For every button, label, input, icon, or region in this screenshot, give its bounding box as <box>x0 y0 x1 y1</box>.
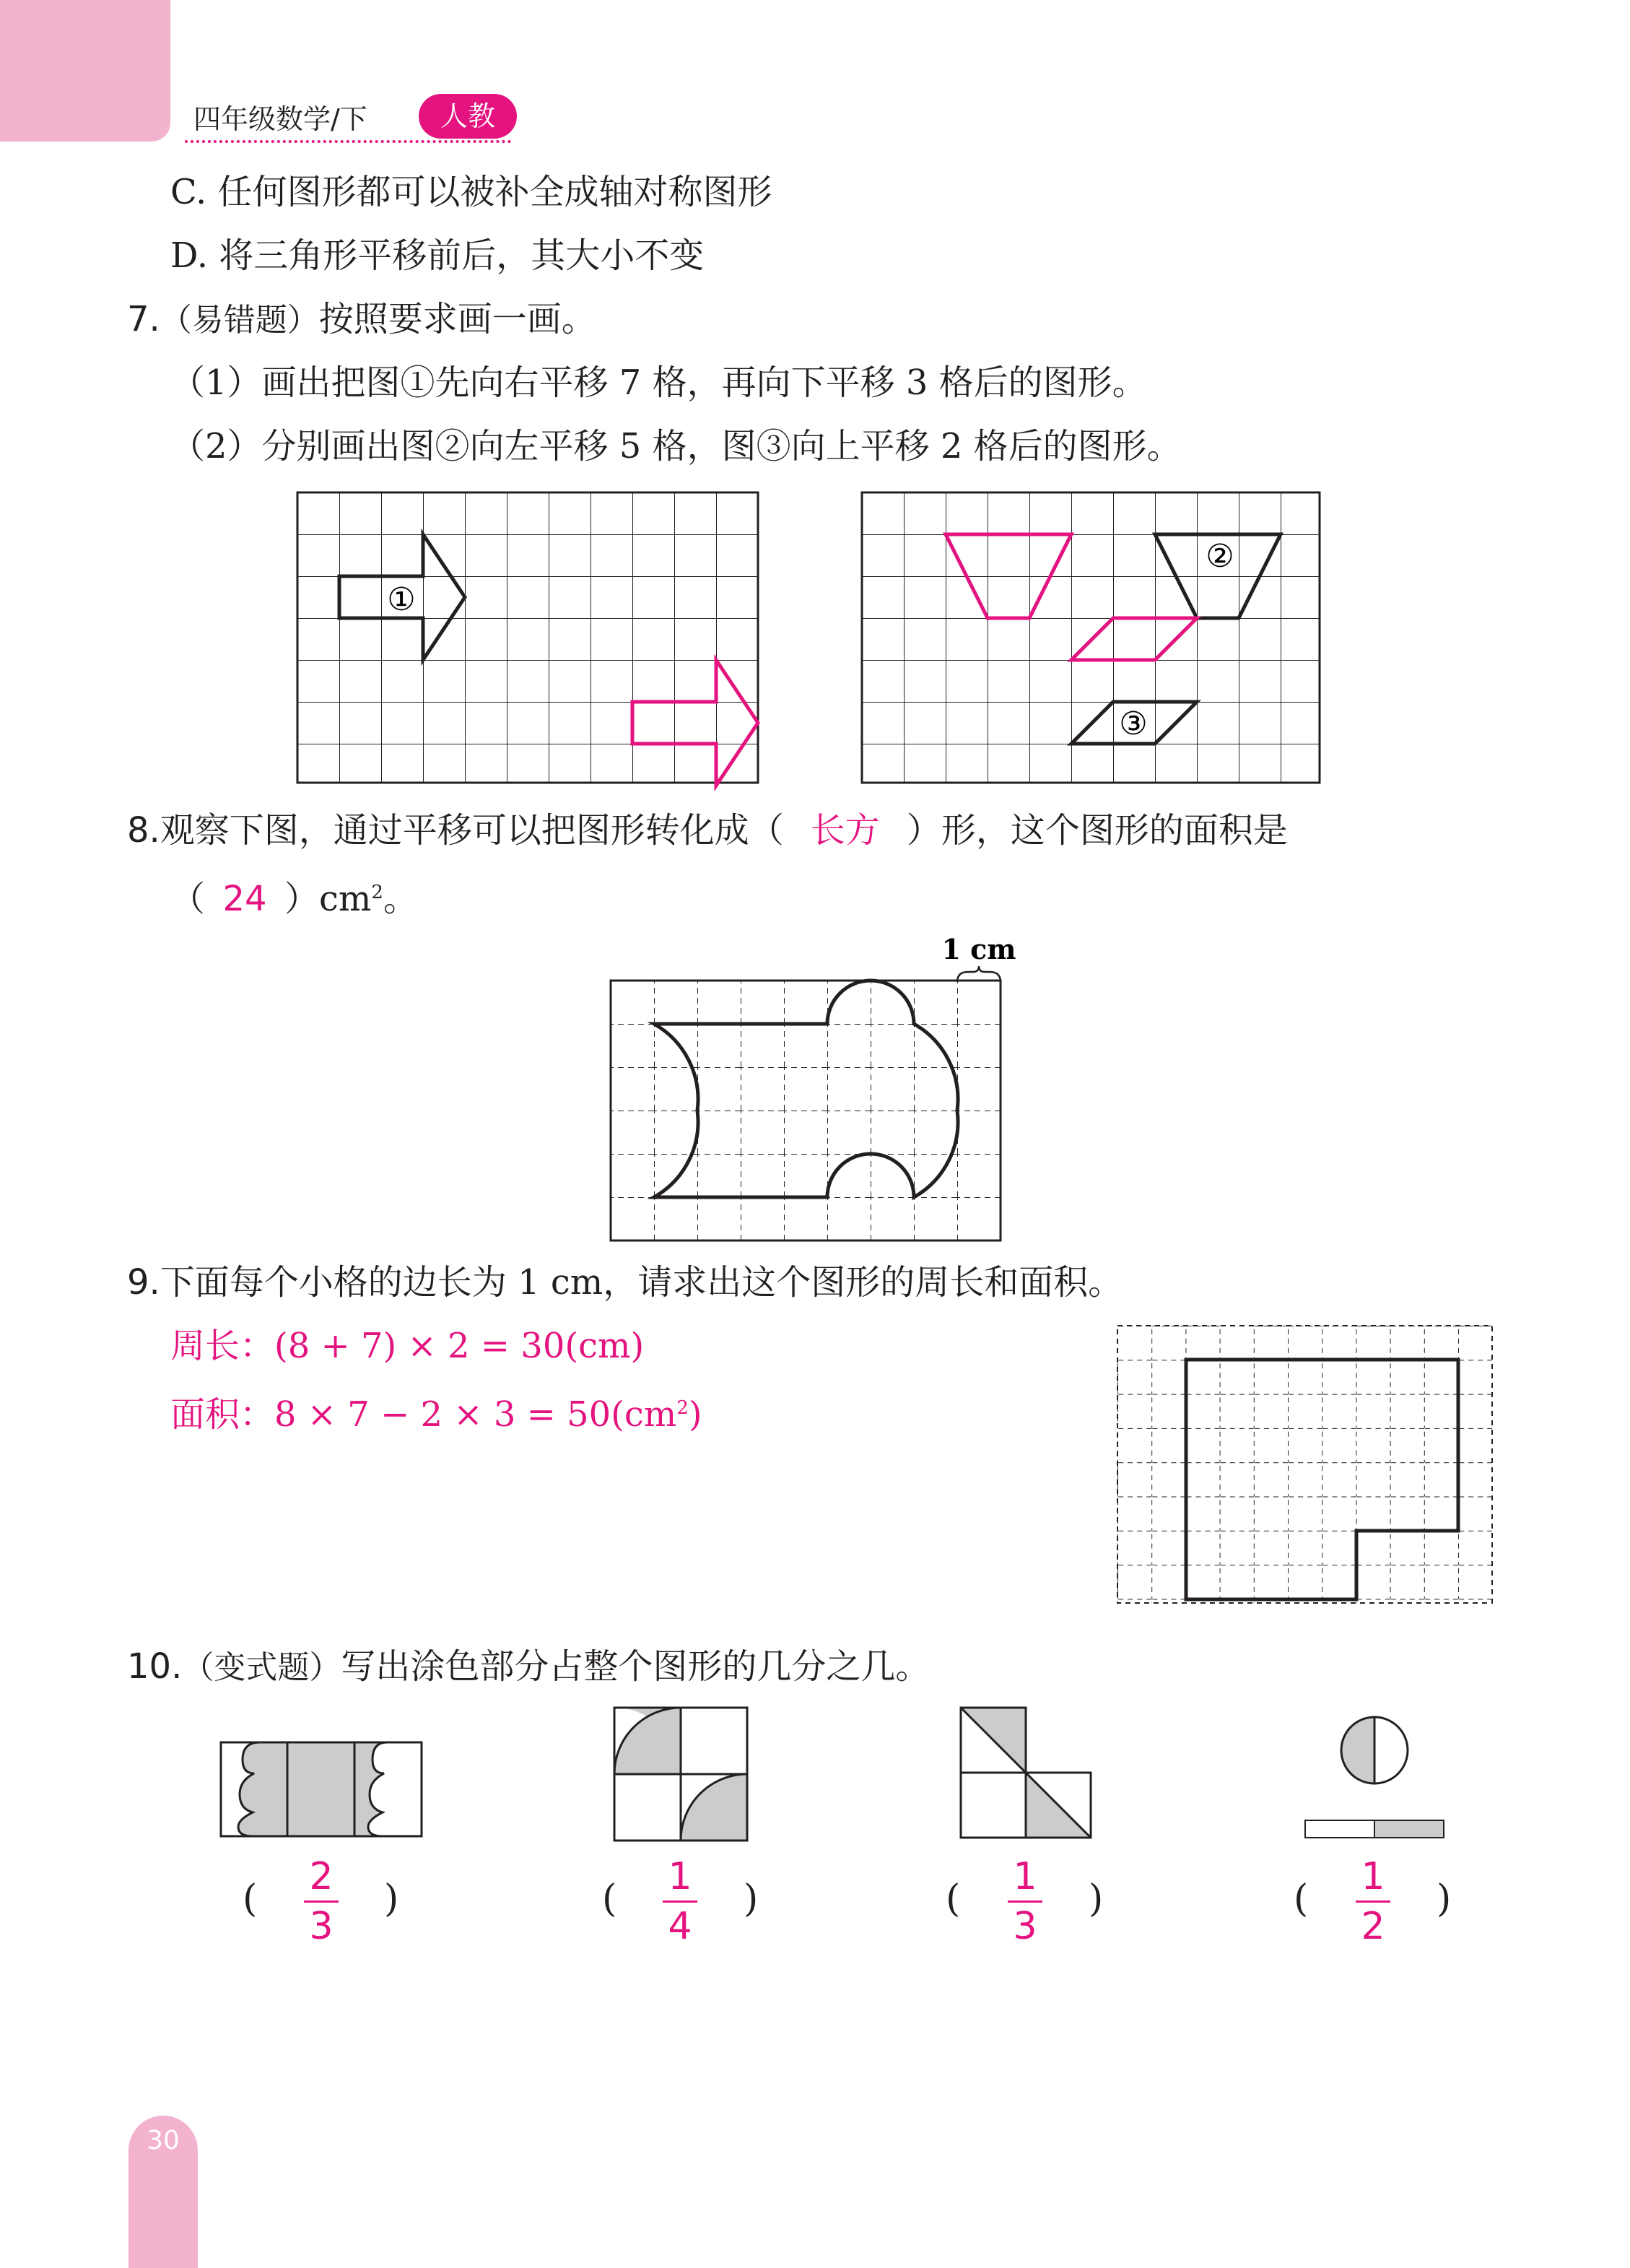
q10-a1-numerator: 2 <box>309 1855 334 1898</box>
q9-area-sup: 2 <box>676 1397 689 1419</box>
q10-text: 写出涂色部分占整个图形的几分之几。 <box>341 1646 931 1687</box>
q8-open-paren: （ <box>170 879 206 919</box>
q10-answer-3 <box>1003 1854 1047 1949</box>
q10-answer-1 <box>300 1854 343 1949</box>
q10-number: 10. <box>127 1646 183 1687</box>
q9-area-main: 面积：8 × 7 − 2 × 3 = 50(cm <box>170 1394 677 1435</box>
q8-scale-label: 1 cm <box>941 933 1016 965</box>
q7-label-2: ② <box>1206 538 1234 575</box>
q9-text: 下面每个小格的边长为 1 cm，请求出这个图形的周长和面积。 <box>160 1262 1123 1303</box>
q10-a2-close: ) <box>744 1877 759 1921</box>
q8-answer-area: 24 <box>222 879 267 919</box>
q7-sub2: （2）分别画出图②向左平移 5 格，图③向上平移 2 格后的图形。 <box>170 426 1182 466</box>
q10-a3-fraction-bar <box>1008 1900 1042 1903</box>
q9-area-end: ) <box>688 1394 702 1435</box>
q10-tag: （变式题） <box>182 1649 341 1686</box>
q7-label-1: ① <box>387 581 416 618</box>
q10-answer-4 <box>1351 1854 1395 1949</box>
q10-a2-fraction-bar <box>663 1900 697 1903</box>
q10-a3-open: ( <box>946 1877 961 1921</box>
q7-sub1: （1）画出把图①先向右平移 7 格，再向下平移 3 格后的图形。 <box>170 362 1147 403</box>
q9-number: 9. <box>127 1262 160 1303</box>
q10-a4-denominator: 2 <box>1361 1905 1385 1948</box>
q10-a1-fraction-bar <box>304 1900 339 1903</box>
q8-answer-shape: 长方 <box>810 810 880 851</box>
q8-number: 8. <box>127 810 160 851</box>
q10-a3-denominator: 3 <box>1013 1905 1037 1948</box>
q6-option-d: D. 将三角形平移前后，其大小不变 <box>170 235 705 276</box>
q10-a2-open: ( <box>602 1877 617 1921</box>
page-number: 30 <box>147 2126 180 2155</box>
book-title: 四年级数学/下 <box>193 103 367 135</box>
q7-number: 7. <box>127 299 160 339</box>
q7-text: 按照要求画一画。 <box>318 299 596 339</box>
q9-perimeter-answer: 周长：(8 + 7) × 2 = 30(cm) <box>170 1326 645 1366</box>
q10-a1-open: ( <box>243 1877 258 1921</box>
q10-a4-open: ( <box>1294 1877 1309 1921</box>
q10-a4-fraction-bar <box>1356 1900 1390 1903</box>
q10-fig4-bar-left <box>1305 1820 1374 1838</box>
q10-a2-denominator: 4 <box>668 1905 692 1948</box>
q10-fig4-circle-right <box>1374 1717 1408 1783</box>
q8-close-unit: ）cm <box>284 879 372 919</box>
q7-tag: （易错题） <box>160 302 319 339</box>
q10-fig1-left-bump-shade <box>238 1742 287 1836</box>
q10-a1-close: ) <box>384 1877 399 1921</box>
q10-fig4-circle-left-shade <box>1341 1717 1374 1783</box>
edition-badge: 人教 <box>419 94 517 139</box>
q10-fig4-bar-right-shade <box>1374 1820 1444 1838</box>
q8-text2: ）形，这个图形的面积是 <box>906 810 1288 851</box>
q10-a4-close: ) <box>1437 1877 1452 1921</box>
q7-label-3: ③ <box>1119 705 1148 742</box>
q8-text1: 观察下图，通过平移可以把图形转化成（ <box>160 810 784 851</box>
q6-option-c: C. 任何图形都可以被补全成轴对称图形 <box>170 172 772 212</box>
q8-period: 。 <box>383 879 418 919</box>
q10-answer-2 <box>658 1854 702 1949</box>
q8-unit-sup: 2 <box>371 882 383 903</box>
q10-fig1-right-bump-cut <box>368 1742 422 1836</box>
q10-a2-numerator: 1 <box>668 1855 692 1898</box>
q10-a1-denominator: 3 <box>309 1905 334 1948</box>
q10-a4-numerator: 1 <box>1361 1855 1385 1898</box>
q10-a3-close: ) <box>1089 1877 1104 1921</box>
q10-a3-numerator: 1 <box>1013 1855 1037 1898</box>
